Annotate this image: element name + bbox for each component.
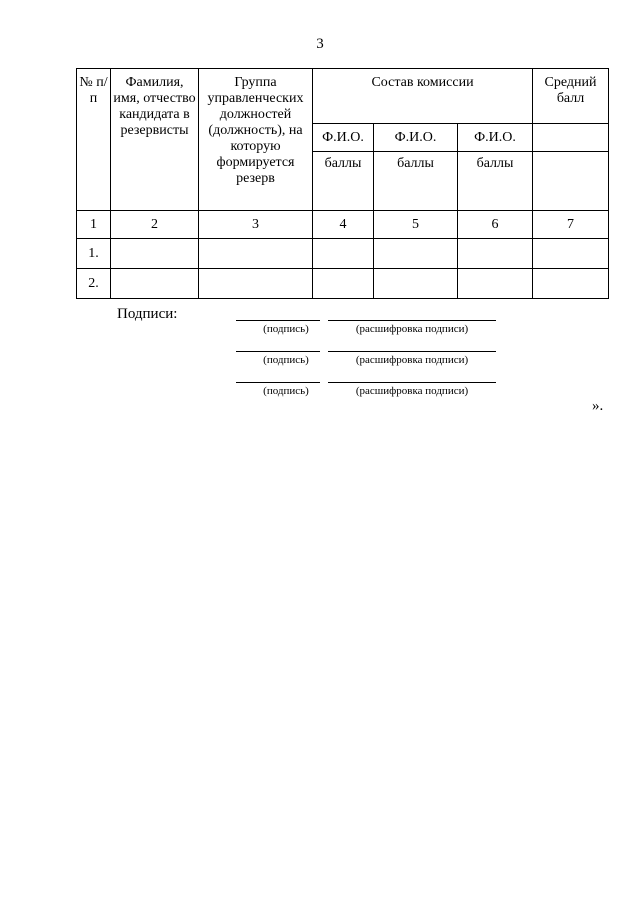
decoding-label: (расшифровка подписи)	[355, 385, 469, 397]
decoding-label: (расшифровка подписи)	[355, 323, 469, 335]
table-cell	[374, 239, 458, 269]
signature-line	[236, 382, 320, 383]
column-number: 4	[313, 211, 374, 239]
column-number: 2	[111, 211, 199, 239]
header-position-group: Группа управленческих должностей (должность), на которую формируется резерв	[199, 69, 313, 211]
column-number: 3	[199, 211, 313, 239]
header-number: № п/п	[77, 69, 111, 211]
column-number: 1	[77, 211, 111, 239]
header-fio-1: Ф.И.О.	[313, 124, 374, 152]
decoding-line	[328, 320, 496, 321]
row-number: 2.	[77, 269, 111, 299]
decoding-label: (расшифровка подписи)	[355, 354, 469, 366]
table-cell	[533, 239, 609, 269]
table-cell	[199, 269, 313, 299]
table-cell	[533, 269, 609, 299]
header-candidate-name: Фамилия, имя, отчество кандидата в резервисты	[111, 69, 199, 211]
header-points-1: баллы	[313, 152, 374, 211]
signature-label: (подпись)	[263, 354, 309, 366]
header-average-score: Средний балл	[533, 69, 609, 124]
commission-table	[76, 68, 609, 299]
column-number: 5	[374, 211, 458, 239]
decoding-line	[328, 382, 496, 383]
header-fio-3: Ф.И.О.	[458, 124, 533, 152]
header-points-3: баллы	[458, 152, 533, 211]
column-number: 6	[458, 211, 533, 239]
table-cell	[199, 239, 313, 269]
header-fio-2: Ф.И.О.	[374, 124, 458, 152]
empty-cell	[533, 124, 609, 152]
signature-line	[236, 351, 320, 352]
row-number: 1.	[77, 239, 111, 269]
table-cell	[458, 269, 533, 299]
signature-label: (подпись)	[263, 385, 309, 397]
signature-line	[236, 320, 320, 321]
table-cell	[458, 239, 533, 269]
signatures-title: Подписи:	[117, 306, 178, 322]
table-cell	[313, 269, 374, 299]
column-number: 7	[533, 211, 609, 239]
header-commission: Состав комиссии	[313, 69, 533, 124]
table-cell	[313, 239, 374, 269]
table-cell	[111, 239, 199, 269]
decoding-line	[328, 351, 496, 352]
empty-cell	[533, 152, 609, 211]
signature-label: (подпись)	[263, 323, 309, 335]
table-cell	[111, 269, 199, 299]
column-number-row	[77, 211, 609, 239]
table-row	[77, 269, 609, 299]
table-cell	[374, 269, 458, 299]
closing-quote: ».	[592, 398, 604, 414]
header-points-2: баллы	[374, 152, 458, 211]
page-number: 3	[316, 36, 324, 52]
table-row	[77, 239, 609, 269]
